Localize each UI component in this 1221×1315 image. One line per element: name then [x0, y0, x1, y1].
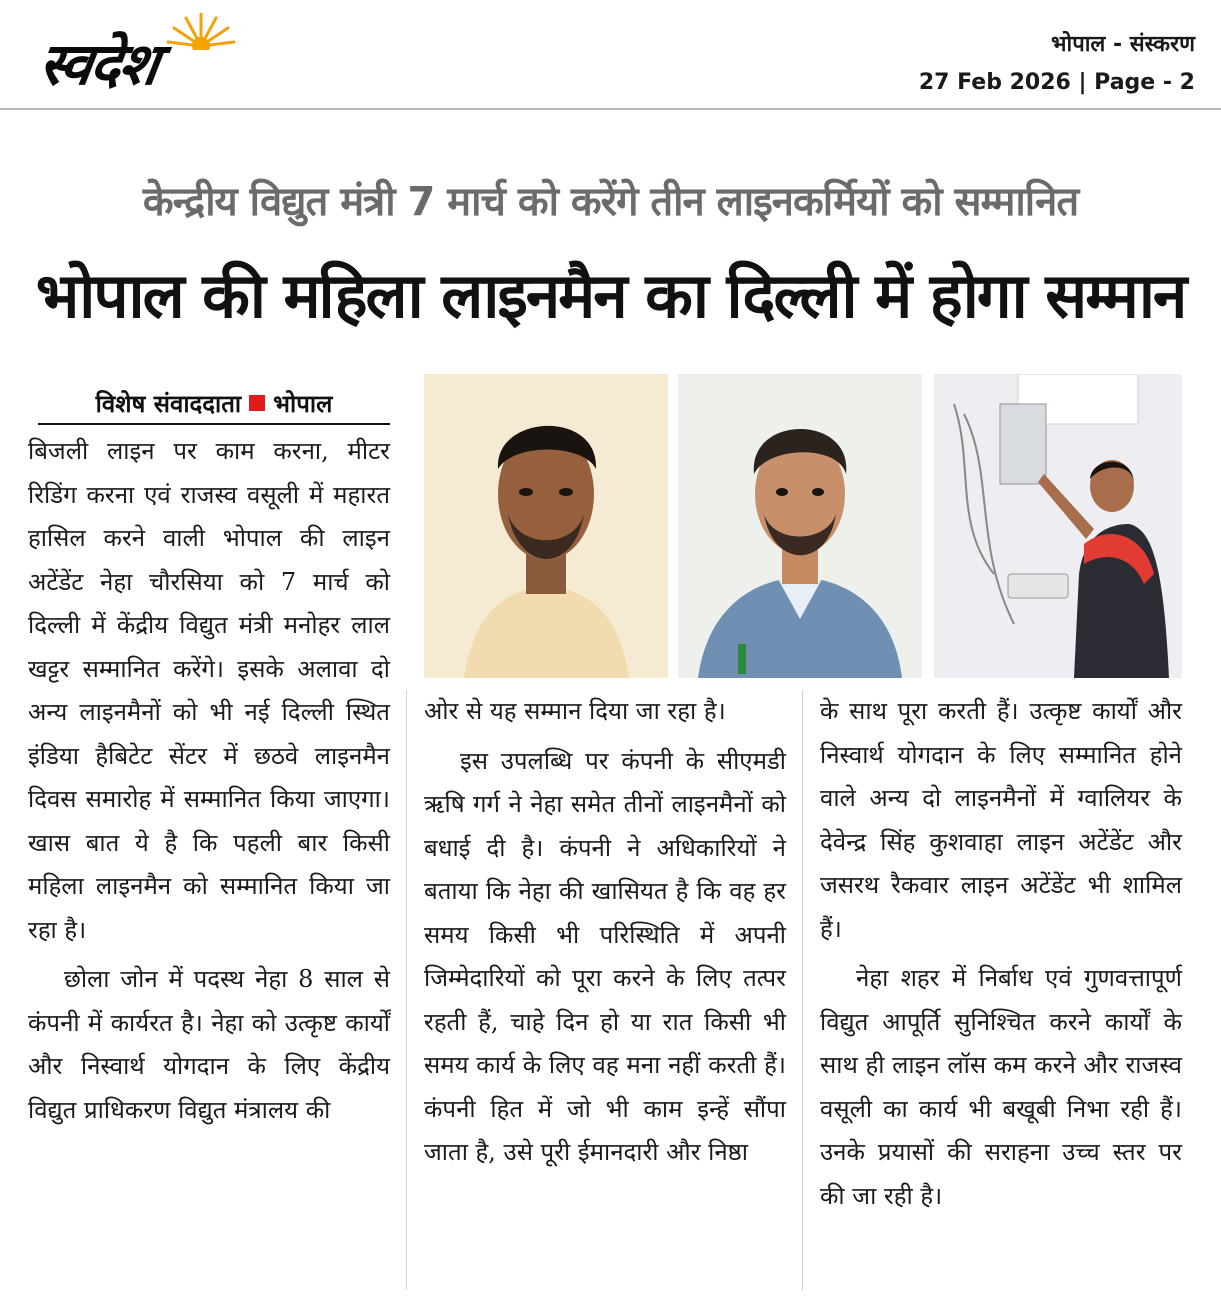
date-page: 27 Feb 2026 | Page - 2	[918, 70, 1195, 95]
portrait-man-icon	[424, 374, 668, 678]
photo-woman-at-meter	[934, 374, 1182, 678]
photo-lineman-2	[678, 374, 922, 678]
paragraph: नेहा शहर में निर्बाध एवं गुणवत्तापूर्ण विद्युत आपूर्ति सुनिश्चित करने कार्यों के साथ ही लाइन लॉस कम करने और राजस्व वसूली का कार्य भी बखूबी निभा रही हैं। उनके प्रयासों की सराहना उच्च स्तर पर की जा रही है।	[820, 964, 1182, 1210]
text-column-3	[820, 690, 1182, 1218]
photo-lineman-1	[424, 374, 668, 678]
byline-city: भोपाल	[273, 388, 333, 418]
portrait-man-icon	[678, 374, 922, 678]
woman-at-meter-icon	[934, 374, 1182, 678]
edition-info	[919, 26, 1195, 102]
paragraph: इस उपलब्धि पर कंपनी के सीएमडी ऋषि गर्ग ने नेहा समेत तीनों लाइनमैनों को बधाई दी है। कंपनी ने अधिकारियों ने बताया कि नेहा की खासियत है कि वह हर समय किसी भी परिस्थिति में अपनी जिम्मेदारियों को पूरा करने के लिए तत्पर रहती हैं, चाहे दिन हो या रात किसी भी समय कार्य के लिए वह मना नहीं करती हैं। कंपनी हित में जो भी काम इन्हें सौंपा जाता है, उसे पूरी ईमानदारी और निष्ठा	[424, 746, 786, 1166]
byline	[38, 383, 390, 425]
article-kicker: केन्द्रीय विद्युत मंत्री 7 मार्च को करेंगे तीन लाइनकर्मियों को सम्मानित	[142, 179, 1079, 225]
column-divider	[802, 690, 803, 1290]
logo-wordmark: स्वदेश	[34, 30, 162, 98]
text-column-1	[28, 430, 390, 1132]
paragraph: बिजली लाइन पर काम करना, मीटर रिडिंग करना एवं राजस्व वसूली में महारत हासिल करने वाली भोपाल की लाइन अटेंडेंट नेहा चौरसिया को 7 मार्च को दिल्ली में केंद्रीय विद्युत मंत्री मनोहर लाल खट्टर सम्मानित करेंगे। इसके अलावा दो अन्य लाइनमैनों को भी नई दिल्ली स्थित इंडिया हैबिटेट सेंटर में छठवे लाइनमैन दिवस समारोह में सम्मानित किया जाएगा। खास बात ये है कि पहली बार किसी महिला लाइनमैन को सम्मानित किया जा रहा है।	[28, 437, 390, 944]
edition-name: भोपाल - संस्करण	[1051, 32, 1195, 57]
article-headline: भोपाल की महिला लाइनमैन का दिल्ली में होगा सम्मान	[35, 259, 1186, 332]
red-square-icon	[249, 395, 265, 411]
paragraph: ओर से यह सम्मान दिया जा रहा है।	[424, 697, 726, 725]
masthead	[0, 0, 1221, 110]
paragraph: छोला जोन में पदस्थ नेहा 8 साल से कंपनी में कार्यरत है। नेहा को उत्कृष्ट कार्यों और निस्वार्थ योगदान के लिए केंद्रीय विद्युत प्राधिकरण विद्युत मंत्रालय की	[28, 965, 390, 1124]
column-divider	[406, 690, 407, 1290]
sun-rays-icon	[166, 10, 236, 50]
byline-reporter: विशेष संवाददाता	[95, 388, 242, 418]
paragraph: के साथ पूरा करती हैं। उत्कृष्ट कार्यों और निस्वार्थ योगदान के लिए सम्मानित होने वाले अन्य दो लाइनमैनों में ग्वालियर के देवेन्द्र सिंह कुशवाहा लाइन अटेंडेंट और जसरथ रैकवार लाइन अटेंडेंट भी शामिल हैं।	[820, 697, 1182, 943]
masthead-divider	[0, 108, 1221, 110]
text-column-2	[424, 690, 786, 1175]
